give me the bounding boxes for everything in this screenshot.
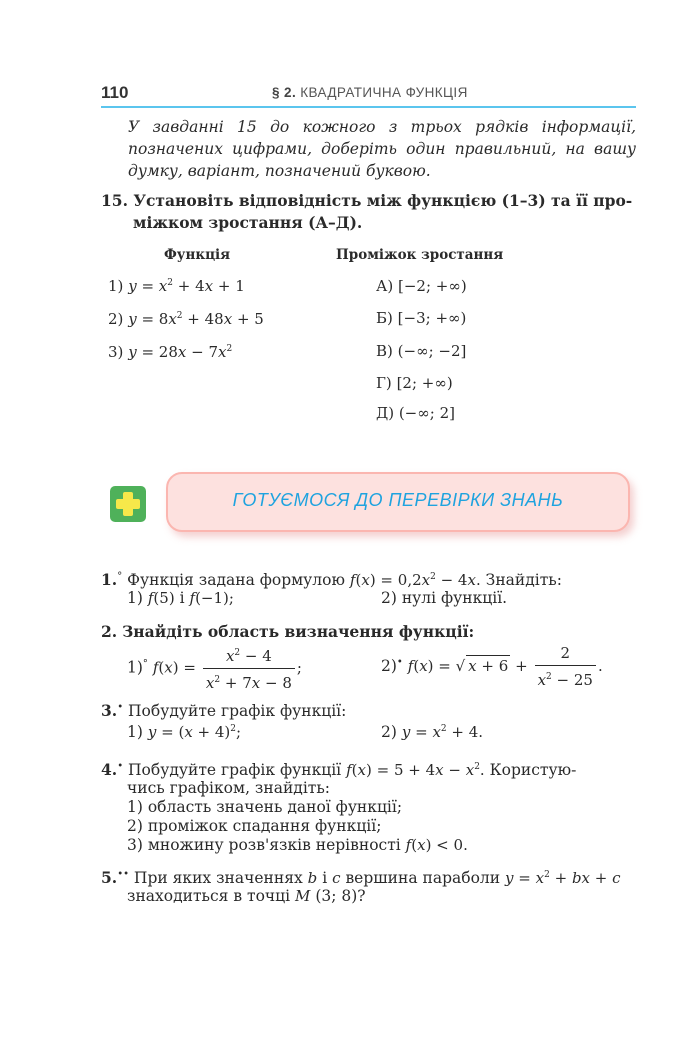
interval-a-label: А) [376,277,394,295]
q5-and: і [322,869,328,888]
interval-a-value: [−2; +∞) [398,277,467,295]
interval-b-label: Б) [376,309,393,327]
question-1: 1.° Функція задана формулою $f(x) = 0,2x^2 - 4x$. Знайдіть: [101,570,562,590]
function-2-formula: $y = 8x^2 + 48x + 5$ [128,310,264,328]
section-number: § 2. [272,85,297,100]
q1-after: Знайдіть: [485,571,562,590]
q3-part-1: 1) $y = (x + 4)^2$; [127,723,242,741]
function-2 [108,310,264,328]
question-3: 3.• Побудуйте графік функції: [101,701,347,721]
intro-text: У завданні 15 до кожного з трьох рядків інформації, позначених цифрами, доберіть один правильний, на вашу думку, варіант, позначений буквою. [128,118,636,180]
q4-item-1: 1) область значень даної функції; [127,798,403,816]
interval-d [376,374,453,392]
interval-e-value: (−∞; 2] [398,404,455,422]
task-15 [101,190,636,234]
q3-b-label: 2) [381,723,397,741]
q4-number: 4. [101,760,118,780]
plus-icon [110,486,146,522]
question-4: 4.• Побудуйте графік функції $f(x) = 5 + 4x - x^2$. Користую- [101,760,577,780]
q1-and: і [179,589,185,607]
q2-number: 2. [101,622,118,641]
q3-part-2: 2) $y = x^2 + 4$. [381,723,484,741]
q3-text: Побудуйте графік функції: [128,702,347,721]
interval-b-value: [−3; +∞) [397,309,467,327]
section-title [272,85,468,100]
q5-point: (3; 8)? [315,887,366,905]
section-banner [166,472,630,532]
column-interval-heading: Проміжок зростання [336,247,504,263]
interval-c-value: (−∞; −2] [397,342,467,360]
section-name: КВАДРАТИЧНА ФУНКЦІЯ [300,85,468,100]
function-1-label: 1) [108,277,124,295]
banner-title: ГОТУЄМОСЯ ДО ПЕРЕВІРКИ ЗНАНЬ [232,490,564,510]
function-3 [108,343,232,361]
function-3-label: 3) [108,343,124,361]
interval-b [376,309,466,327]
q5-number: 5. [101,868,118,888]
q2-text: Знайдіть область визначення функції: [122,622,475,641]
q4-item-2: 2) проміжок спадання функції; [127,817,382,835]
function-1 [108,277,245,295]
header-divider [101,106,636,108]
q1-part-1: 1) f(5) і f(−1); [127,589,234,607]
interval-d-label: Г) [376,374,392,392]
q4-item-3: 3) множину розв'язків нерівності f(x) < 0. [127,836,468,854]
interval-a [376,277,467,295]
column-function-heading: Функція [164,247,231,263]
task-15-number: 15. [101,191,128,210]
q2-part-1: 1)° f(x) = $\frac{x^2 - 4}{x^2 + 7x - 8}$ ; [127,643,302,694]
function-2-label: 2) [108,310,124,328]
interval-e [376,404,455,422]
interval-d-value: [2; +∞) [396,374,453,392]
q4-text2: чись графіком, знайдіть: [127,779,331,797]
q1-formula: $f(x) = 0,2x^2 - 4x$. [349,571,481,590]
q5-text1: При яких значеннях [133,869,303,888]
interval-c-label: В) [376,342,393,360]
task-15-line2: міжком зростання (А–Д). [133,213,363,232]
q1-text: Функція задана формулою [127,571,345,590]
function-1-formula: $y = x^2 + 4x + 1$ [128,277,245,295]
q3-number: 3. [101,701,118,721]
q4-text1: Побудуйте графік функції [128,761,342,780]
q5-text2: знаходиться в точці [127,887,291,905]
q1-number: 1. [101,570,118,590]
q1-a-label: 1) [127,589,143,607]
q1-part-2: 2) нулі функції. [381,589,508,607]
q5-text1c: вершина параболи [345,869,501,888]
q2-b-label: 2) [381,657,397,675]
q2-part-2: 2)• f(x) = √ x + 6 + $\frac{2}{x^2 - 25}$ . [381,644,603,689]
interval-c [376,342,466,360]
page-number: 110 [101,83,129,102]
q4-item-3-text: 3) множину розв'язків нерівності [127,836,401,854]
interval-e-label: Д) [376,404,395,422]
q2-a-label: 1) [127,658,143,677]
q5-line-2: знаходиться в точці M (3; 8)? [127,887,366,905]
question-2 [101,621,474,643]
q4-text1b: Користую- [489,761,577,780]
question-5: 5.•• При яких значеннях b і c вершина параболи $y = x^2$ + bx + c [101,868,621,888]
function-3-formula: $y = 28x - 7x^2$ [128,343,233,361]
task-15-line1: Установіть відповідність між функцією (1–3) та її про- [133,191,633,210]
q3-a-label: 1) [127,723,143,741]
